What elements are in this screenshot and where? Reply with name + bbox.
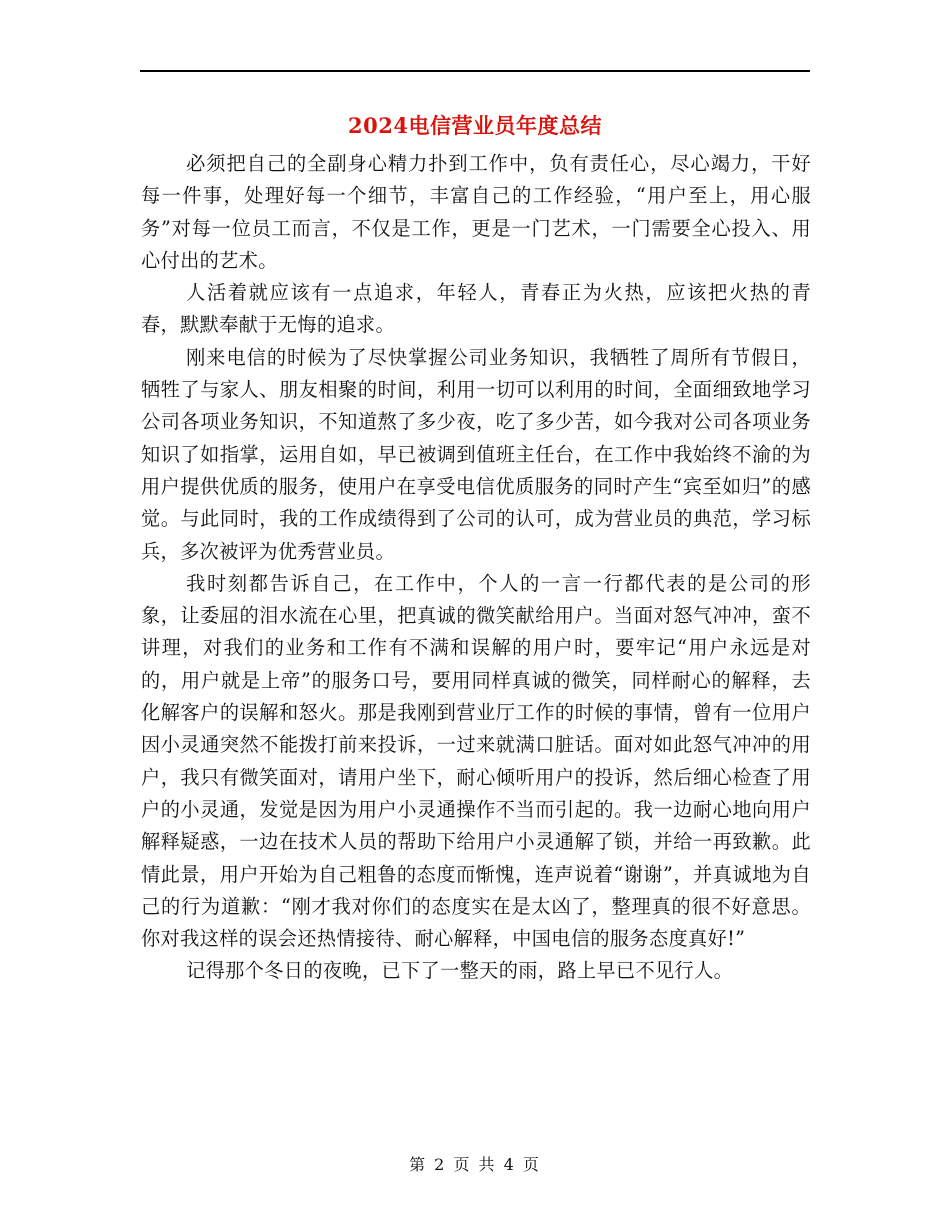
paragraph: 刚来电信的时候为了尽快掌握公司业务知识，我牺牲了周所有节假日，牺牲了与家人、朋友相聚的时间，利用一切可以利用的时间，全面细致地学习公司各项业务知识，不知道熬了多少夜，吃了多少苦，如今我对公司各项业务知识了如指掌，运用自如，早已被调到值班主任台，在工作中我始终不渝的为用户提供优质的服务，使用户在享受电信优质服务的同时产生“宾至如归”的感觉。与此同时，我的工作成绩得到了公司的认可，成为营业员的典范，学习标兵，多次被评为优秀营业员。 [141,345,811,563]
paragraph: 必须把自己的全副身心精力扑到工作中，负有责任心，尽心竭力，干好每一件事，处理好每一个细节，丰富自己的工作经验，“用户至上，用心服务”对每一位员工而言，不仅是工作，更是一门艺术，一门需要全心投入、用心付出的艺术。 [141,152,811,272]
paragraph: 记得那个冬日的夜晚，已下了一整天的雨，路上早已不见行人。 [186,959,734,983]
paragraph: 人活着就应该有一点追求，年轻人，青春正为火热，应该把火热的青春，默默奉献于无悔的追求。 [141,281,811,337]
paragraph: 我时刻都告诉自己，在工作中，个人的一言一行都代表的是公司的形象，让委屈的泪水流在心里，把真诚的微笑献给用户。当面对怒气冲冲，蛮不讲理，对我们的业务和工作有不满和误解的用户时，要牢记“用户永远是对的，用户就是上帝”的服务口号，要用同样真诚的微笑，同样耐心的解释，去化解客户的误解和怒火。那是我刚到营业厅工作的时候的事情，曾有一位用户因小灵通突然不能拨打前来投诉，一过来就满口脏话。面对如此怒气冲冲的用户，我只有微笑面对，请用户坐下，耐心倾听用户的投诉，然后细心检查了用户的小灵通，发觉是因为用户小灵通操作不当而引起的。我一边耐心地向用户解释疑惑，一边在技术人员的帮助下给用户小灵通解了锁，并给一再致歉。此情此景，用户开始为自己粗鲁的态度而惭愧，连声说着“谢谢”，并真诚地为自己的行为道歉：“刚才我对你们的态度实在是太凶了，整理真的很不好意思。你对我这样的误会还热情接待、耐心解释，中国电信的服务态度真好!” [141,571,811,951]
header-rule [140,70,810,72]
document-body [141,148,811,988]
page-footer: 第 2 页 共 4 页 [409,1155,541,1174]
document-title: 2024电信营业员年度总结 [348,113,602,138]
